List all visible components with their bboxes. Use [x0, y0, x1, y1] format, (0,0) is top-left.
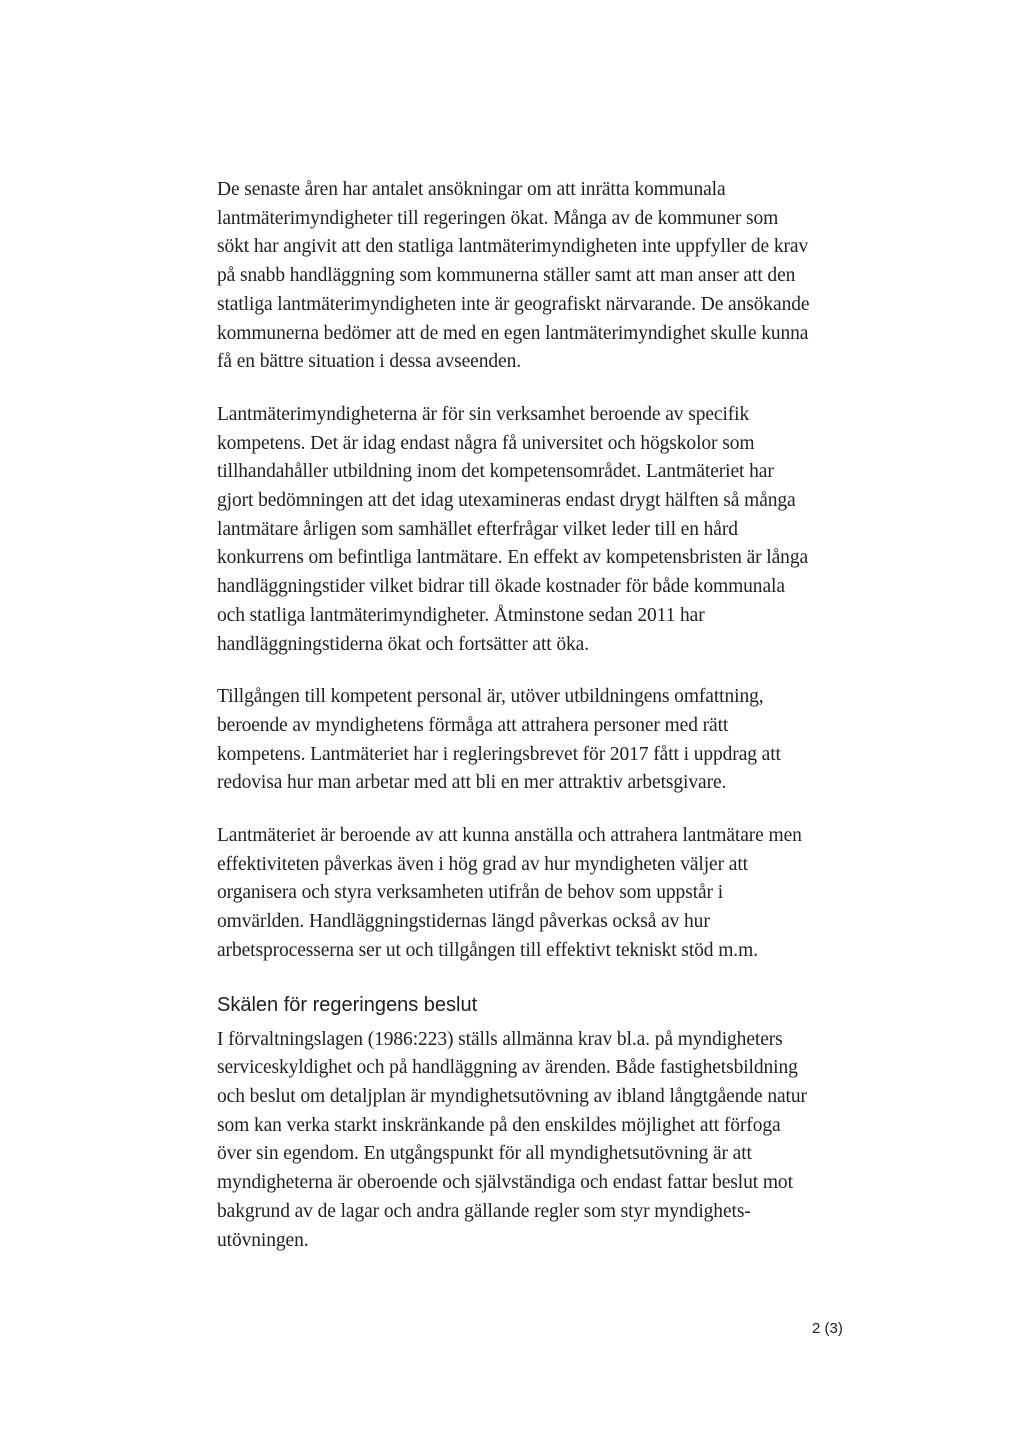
text-line: handläggningstiderna ökat och fortsätter att öka. — [217, 633, 589, 655]
text-line: organisera och styra verksamheten utifrån de behov som uppstår i — [217, 882, 724, 904]
text-line: lantmätare årligen som samhället efterfrågar vilket leder till en hård — [217, 518, 738, 540]
text-line: få en bättre situation i dessa avseenden. — [217, 351, 521, 373]
text-line: konkurrens om befintliga lantmätare. En effekt av kompetensbristen är långa — [217, 547, 809, 569]
text-line: sökt har angivit att den statliga lantmäterimyndigheten inte uppfyller de krav — [217, 236, 809, 258]
paragraph-efficiency — [217, 822, 857, 966]
text-line: beroende av myndighetens förmåga att attrahera personer med rätt — [217, 714, 729, 736]
paragraph-administrative-law — [217, 1026, 857, 1256]
text-line: handläggningstider vilket bidrar till ökade kostnader för både kommunala — [217, 576, 785, 598]
paragraph-applications — [217, 176, 857, 377]
text-line: effektiviteten påverkas även i hög grad av hur myndigheten väljer att — [217, 853, 748, 875]
text-line: statliga lantmäterimyndigheten inte är geografiskt närvarande. De ansökande — [217, 293, 810, 315]
paragraph-staffing — [217, 683, 857, 798]
text-line: över sin egendom. En utgångspunkt för all myndighetsutövning är att — [217, 1143, 752, 1165]
text-line: serviceskyldighet och på handläggning av ärenden. Både fastighetsbildning — [217, 1057, 798, 1079]
text-line: kommunerna bedömer att de med en egen lantmäterimyndighet skulle kunna — [217, 322, 809, 344]
text-line: kompetens. Det är idag endast några få universitet och högskolor som — [217, 432, 755, 454]
text-line: tillhandahåller utbildning inom det kompetensområdet. Lantmäteriet har — [217, 461, 774, 483]
text-line: Lantmäteriet är beroende av att kunna anställa och attrahera lantmätare men — [217, 825, 802, 847]
text-line: och beslut om detaljplan är myndighetsutövning av ibland långtgående natur — [217, 1085, 807, 1107]
text-line: omvärlden. Handläggningstidernas längd påverkas också av hur — [217, 911, 710, 933]
text-line: Lantmäterimyndigheterna är för sin verksamhet beroende av specifik — [217, 403, 750, 425]
section-heading: Skälen för regeringens beslut — [217, 993, 478, 1016]
text-line: kompetens. Lantmäteriet har i regleringsbrevet för 2017 fått i uppdrag att — [217, 743, 781, 765]
text-line: gjort bedömningen att det idag utexamineras endast drygt hälften så många — [217, 490, 796, 512]
text-line: som kan verka starkt inskränkande på den enskildes möjlighet att förfoga — [217, 1114, 781, 1136]
text-line: redovisa hur man arbetar med att bli en mer attraktiv arbetsgivare. — [217, 772, 727, 794]
text-line: bakgrund av de lagar och andra gällande regler som styr myndighets- — [217, 1200, 751, 1222]
text-line: De senaste åren har antalet ansökningar om att inrätta kommunala — [217, 179, 726, 200]
page-body — [217, 176, 857, 1279]
text-line: lantmäterimyndigheter till regeringen ökat. Många av de kommuner som — [217, 207, 779, 229]
text-line: I förvaltningslagen (1986:223) ställs allmänna krav bl.a. på myndigheters — [217, 1028, 783, 1050]
text-line: utövningen. — [217, 1229, 309, 1251]
page-number: 2 (3) — [812, 1320, 843, 1337]
paragraph-competence — [217, 401, 857, 659]
text-line: arbetsprocesserna ser ut och tillgången till effektivt tekniskt stöd m.m. — [217, 939, 758, 961]
text-line: myndigheterna är oberoende och självständiga och endast fattar beslut mot — [217, 1172, 793, 1194]
text-line: på snabb handläggning som kommunerna ställer samt att man anser att den — [217, 265, 796, 287]
text-line: och statliga lantmäterimyndigheter. Åtminstone sedan 2011 har — [217, 604, 705, 626]
text-line: Tillgången till kompetent personal är, utöver utbildningens omfattning, — [217, 686, 764, 708]
